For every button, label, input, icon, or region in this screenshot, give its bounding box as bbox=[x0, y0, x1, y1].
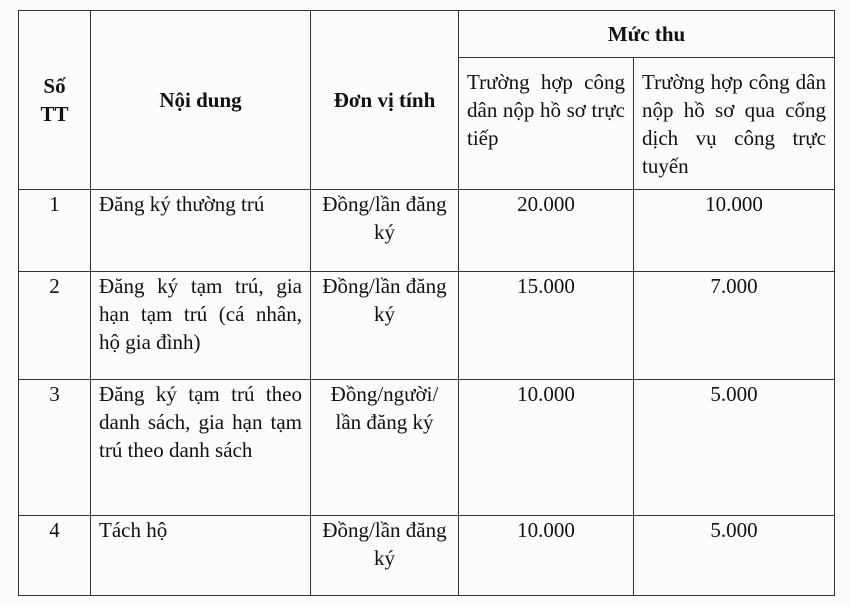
header-noi-dung: Nội dung bbox=[91, 11, 311, 190]
fee-table bbox=[18, 10, 835, 596]
table-row bbox=[19, 516, 835, 596]
row-don-vi: Đồng/lần đăng ký bbox=[311, 516, 459, 596]
row-don-vi: Đồng/lần đăng ký bbox=[311, 272, 459, 380]
header-muc-thu: Mức thu bbox=[459, 11, 835, 58]
header-stt: Số TT bbox=[19, 11, 91, 190]
header-truc-tiep: Trường hợp công dân nộp hồ sơ trực tiếp bbox=[459, 58, 634, 190]
row-fee-truc-tiep: 20.000 bbox=[459, 190, 634, 272]
header-row-1 bbox=[19, 11, 835, 58]
row-fee-truc-tuyen: 5.000 bbox=[634, 380, 835, 516]
row-don-vi: Đồng/người/ lần đăng ký bbox=[311, 380, 459, 516]
header-truc-tuyen: Trường hợp công dân nộp hồ sơ qua cổng dịch vụ công trực tuyến bbox=[634, 58, 835, 190]
row-fee-truc-tuyen: 5.000 bbox=[634, 516, 835, 596]
row-stt: 1 bbox=[19, 190, 91, 272]
row-fee-truc-tiep: 15.000 bbox=[459, 272, 634, 380]
row-fee-truc-tiep: 10.000 bbox=[459, 516, 634, 596]
row-don-vi: Đồng/lần đăng ký bbox=[311, 190, 459, 272]
table-row bbox=[19, 380, 835, 516]
table-row bbox=[19, 190, 835, 272]
row-fee-truc-tuyen: 7.000 bbox=[634, 272, 835, 380]
row-fee-truc-tuyen: 10.000 bbox=[634, 190, 835, 272]
row-fee-truc-tiep: 10.000 bbox=[459, 380, 634, 516]
row-noi-dung: Đăng ký tạm trú theo danh sách, gia hạn tạm trú theo danh sách bbox=[91, 380, 311, 516]
row-stt: 4 bbox=[19, 516, 91, 596]
table-row bbox=[19, 272, 835, 380]
row-noi-dung: Đăng ký tạm trú, gia hạn tạm trú (cá nhân, hộ gia đình) bbox=[91, 272, 311, 380]
row-noi-dung: Tách hộ bbox=[91, 516, 311, 596]
row-stt: 3 bbox=[19, 380, 91, 516]
row-stt: 2 bbox=[19, 272, 91, 380]
row-noi-dung: Đăng ký thường trú bbox=[91, 190, 311, 272]
header-don-vi: Đơn vị tính bbox=[311, 11, 459, 190]
